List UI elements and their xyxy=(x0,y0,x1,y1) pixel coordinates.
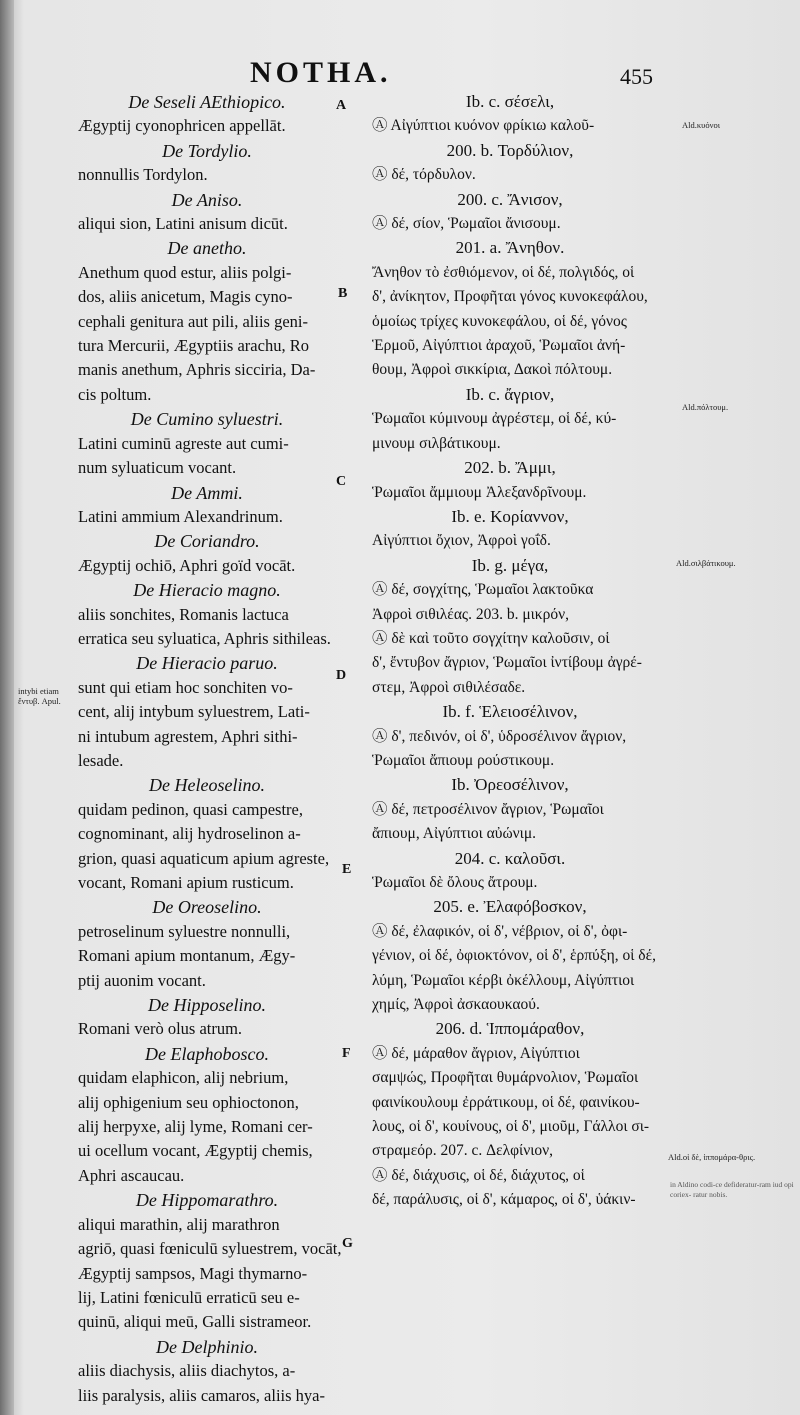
greek-text-line: δ', ἀνίκητον, Προφῆται γόνος κυνοκεφάλου, xyxy=(372,288,648,306)
greek-text-line: στραμεόρ. 207. c. Δελφίνιον, xyxy=(372,1142,554,1160)
greek-text-line: δ', ἔντυβον ἄγριον, Ῥωμαῖοι ἰντίβουμ ἀγρέ- xyxy=(372,654,642,672)
latin-text-line: ptij auonim vocant. xyxy=(78,970,206,990)
latin-text-line: aliqui sion, Latini anisum dicūt. xyxy=(78,214,288,234)
greek-text-line: Ⓐ Αἰγύπτιοι κυόνον φρίκιω καλοῦ- xyxy=(372,117,595,135)
greek-text-line: Ῥωμαῖοι δὲ ὄλους ἄτρουμ. xyxy=(372,874,538,891)
latin-text-line: sunt qui etiam hoc sonchiten vo- xyxy=(78,677,293,697)
latin-text-line: manis anethum, Aphris sicciria, Da- xyxy=(78,360,316,380)
latin-heading-line: De Cumino syluestri. xyxy=(130,409,284,430)
latin-text-line: lij, Latini fœniculū erraticū seu e- xyxy=(78,1287,300,1307)
latin-heading-line: De Ammi. xyxy=(171,482,243,503)
greek-text-line: Ῥωμαῖοι ἄπιουμ ρούστικουμ. xyxy=(372,751,555,769)
latin-heading-line: De Aniso. xyxy=(171,189,243,210)
latin-text-line: Ægyptij cyonophricen appellāt. xyxy=(78,116,286,136)
greek-text-line: Ῥωμαῖοι ἄμμιουμ Ἀλεξανδρῖνουμ. xyxy=(372,483,587,501)
latin-text-line: cephali genitura aut pili, aliis geni- xyxy=(78,311,309,331)
latin-text-line: agriō, quasi fœniculū syluestrem, vocāt, xyxy=(78,1239,342,1259)
greek-text-line: Ⓐ δὲ καὶ τοῦτο σογχίτην καλοῦσιν, οἱ xyxy=(372,629,610,647)
greek-ref-line: 200. b. Τορδύλιον, xyxy=(446,140,574,160)
greek-ref-line: Ib. c. σέσελι, xyxy=(465,92,555,111)
greek-text-line: Ἑρμοῦ, Αἰγύπτιοι ἀραχοῦ, Ῥωμαῖοι ἀνή- xyxy=(372,337,626,355)
latin-heading-line: De Seseli AEthiopico. xyxy=(128,92,286,112)
latin-text-line: Ægyptij ochiō, Aphri goïd vocāt. xyxy=(78,555,296,575)
latin-text-line: Aphri ascaucau. xyxy=(78,1165,185,1185)
greek-text-line: στεμ, Ἀφροὶ σιθιλέσαδε. xyxy=(372,678,526,696)
right-column-greek xyxy=(360,90,660,1213)
latin-heading-line: De Hieracio paruo. xyxy=(136,653,278,674)
greek-text-line: μινουμ σιλβάτικουμ. xyxy=(372,434,501,452)
latin-text-line: ui ocellum vocant, Ægyptij chemis, xyxy=(78,1141,313,1161)
greek-ref-line: Ib. Ὀρεοσέλινον, xyxy=(451,775,569,795)
greek-text-line: ἄπιουμ, Αἰγύπτιοι αὐώνιμ. xyxy=(372,825,537,843)
greek-text-line: Ⓐ δ', πεδινόν, οἱ δ', ὑδροσέλινον ἄγριον, xyxy=(372,727,627,745)
latin-text-line: Latini cuminū agreste aut cumi- xyxy=(78,433,289,453)
greek-ref-line: 202. b. Ἄμμι, xyxy=(464,458,556,478)
greek-text-line: θουμ, Ἀφροὶ σικκίρια, Δακοὶ πόλτουμ. xyxy=(372,361,613,379)
page-number: 455 xyxy=(620,64,653,89)
latin-text-line: aliis diachysis, aliis diachytos, a- xyxy=(78,1361,296,1381)
latin-text-line: tura Mercurii, Ægyptiis arachu, Ro xyxy=(78,336,309,356)
latin-heading-line: De Heleoselino. xyxy=(149,775,265,796)
section-marker-d: D xyxy=(336,668,347,683)
latin-text-line: vocant, Romani apium rusticum. xyxy=(78,873,294,892)
greek-text-line: Ἀφροὶ σιθιλέας. 203. b. μικρόν, xyxy=(372,605,569,623)
latin-heading-line: De Elaphobosco. xyxy=(145,1043,269,1064)
margin-note-small: in Aldino codi-ce defideratur-ram iud opi coriex- ratur nobis. xyxy=(670,1180,794,1199)
greek-text-line: φαινίκουλουμ ἐρράτικουμ, οἱ δέ, φαινίκου- xyxy=(372,1093,640,1111)
latin-text-line: cent, alij intybum syluestrem, Lati- xyxy=(78,702,310,722)
greek-text-line: Ⓐ δέ, σίον, Ῥωμαῖοι ἄνισουμ. xyxy=(372,215,561,233)
latin-text-line: quidam elaphicon, alij nebrium, xyxy=(78,1068,289,1088)
greek-ref-line: 206. d. Ἱππομάραθον, xyxy=(435,1019,585,1039)
section-marker-f: F xyxy=(342,1046,351,1061)
latin-text-line: cognominant, alij hydroselinon a- xyxy=(78,824,301,844)
greek-ref-line: Ib. e. Κορίαννον, xyxy=(451,506,569,526)
latin-text-line: Anethum quod estur, aliis polgi- xyxy=(78,262,292,282)
margin-note-ald-2: Ald.πόλτουμ. xyxy=(682,402,729,412)
latin-heading-line: De Delphinio. xyxy=(156,1336,258,1357)
greek-text-line: σαμψώς, Προφῆται θυμάρνολιον, Ῥωμαῖοι xyxy=(372,1069,639,1087)
section-marker-g: G xyxy=(342,1236,353,1251)
section-marker-c: C xyxy=(336,474,347,489)
greek-ref-line: Ib. g. μέγα, xyxy=(471,555,549,575)
latin-text-line: Ægyptij sampsos, Magi thymarno- xyxy=(78,1263,308,1283)
latin-text-line: Romani apium montanum, Ægy- xyxy=(78,946,296,966)
section-marker-a: A xyxy=(336,98,347,113)
latin-text-line: alij ophigenium seu ophioctonon, xyxy=(78,1092,299,1112)
greek-text-line: Ⓐ δέ, μάραθον ἄγριον, Αἰγύπτιοι xyxy=(372,1044,580,1062)
latin-text-line: ni intubum agrestem, Aphri sithi- xyxy=(78,726,298,746)
greek-text-line: Ⓐ δέ, ἐλαφικόν, οἱ δ', νέβριον, οἱ δ', ὀφι- xyxy=(372,922,628,940)
latin-heading-line: De Hipposelino. xyxy=(148,995,266,1016)
latin-heading-line: De Hieracio magno. xyxy=(133,580,281,601)
latin-heading-line: De Coriandro. xyxy=(154,531,260,552)
greek-text-line: Ⓐ δέ, πετροσέλινον ἄγριον, Ῥωμαῖοι xyxy=(372,800,604,818)
greek-text-line: Ῥωμαῖοι κύμινουμ ἀγρέστεμ, οἱ δέ, κύ- xyxy=(372,410,617,428)
latin-heading-line: De anetho. xyxy=(167,238,247,259)
greek-text-line: ὁμοίως τρίχες κυνοκεφάλου, οἱ δέ, γόνος xyxy=(372,312,627,330)
latin-text-line: dos, aliis anicetum, Magis cyno- xyxy=(78,287,293,307)
latin-heading-line: De Tordylio. xyxy=(162,140,252,161)
margin-note-left: intybi etiam ἔντυβ. Apul. xyxy=(18,686,61,706)
latin-heading-line: De Oreoselino. xyxy=(152,897,262,918)
latin-heading-line: De Hippomarathro. xyxy=(135,1190,279,1211)
latin-text-line: nonnullis Tordylon. xyxy=(78,165,208,185)
left-column-latin xyxy=(66,90,348,1408)
latin-text-line: lesade. xyxy=(78,750,124,770)
latin-text-line: aliis sonchites, Romanis lactuca xyxy=(78,604,289,624)
greek-text-line: γένιον, οἱ δέ, ὀφιοκτόνον, οἱ δ', ἑρπύξη, οἱ δέ, xyxy=(372,947,656,965)
greek-ref-line: 204. c. καλοῦσι. xyxy=(454,848,566,868)
latin-text-line: grion, quasi aquaticum apium agreste, xyxy=(78,848,330,868)
greek-text-line: Αἰγύπτιοι ὄχιον, Ἀφροὶ γοΐδ. xyxy=(372,532,551,550)
latin-text-line: cis poltum. xyxy=(78,384,152,404)
book-spine-shadow xyxy=(0,0,14,1415)
latin-text-line: aliqui marathin, alij marathron xyxy=(78,1214,280,1234)
latin-text-line: num syluaticum vocant. xyxy=(78,458,237,478)
margin-note-ald-4: Ald.οἱ δὲ, ἱππομάρα-θρις. xyxy=(668,1152,756,1162)
greek-ref-line: Ib. c. ἄγριον, xyxy=(465,384,555,404)
greek-text-line: λους, οἱ δ', κουίνους, οἱ δ', μιοῦμ, Γάλλοι σι- xyxy=(372,1118,650,1136)
latin-text-line: erratica seu syluatica, Aphris sithileas. xyxy=(78,628,331,648)
greek-ref-line: 201. a. Ἄνηθον. xyxy=(455,238,565,258)
latin-text-line: Romani verò olus atrum. xyxy=(78,1019,243,1039)
greek-ref-line: 205. e. Ἐλαφόβοσκον, xyxy=(433,897,587,917)
latin-text-line: Latini ammium Alexandrinum. xyxy=(78,506,283,526)
section-marker-b: B xyxy=(338,286,348,301)
latin-text-line: quidam pedinon, quasi campestre, xyxy=(78,799,303,819)
section-marker-e: E xyxy=(342,862,352,877)
greek-text-line: χημίς, Ἀφροὶ ἀσκαουκαού. xyxy=(372,996,540,1014)
running-header: NOTHA. xyxy=(250,56,392,89)
latin-text-line: liis paralysis, aliis camaros, aliis hya- xyxy=(78,1385,325,1405)
greek-text-line: δέ, παράλυσις, οἱ δ', κάμαρος, οἱ δ', ὑάκιν- xyxy=(372,1191,636,1209)
latin-text-line: petroselinum syluestre nonnulli, xyxy=(78,921,291,941)
greek-ref-line: Ib. f. Ἑλειοσέλινον, xyxy=(442,702,578,722)
margin-note-ald-1: Ald.κυόνοι xyxy=(682,120,720,130)
greek-text-line: Ⓐ δέ, διάχυσις, οἱ δέ, διάχυτος, οἱ xyxy=(372,1166,585,1184)
latin-text-line: quinū, aliqui meū, Galli sistrameor. xyxy=(78,1312,312,1332)
greek-text-line: Ἄνηθον τὸ ἐσθιόμενον, οἱ δέ, πολγιδός, οἱ xyxy=(372,263,635,281)
latin-text-line: alij herpyxe, alij lyme, Romani cer- xyxy=(78,1117,313,1137)
greek-ref-line: 200. c. Ἄνισον, xyxy=(457,189,563,209)
margin-note-ald-3: Ald.σιλβάτικουμ. xyxy=(676,558,736,568)
greek-text-line: Ⓐ δέ, σογχίτης, Ῥωμαῖοι λακτοῦκα xyxy=(372,581,594,599)
greek-text-line: Ⓐ δέ, τόρδυλον. xyxy=(372,166,476,184)
greek-text-line: λύμη, Ῥωμαῖοι κέρβι ὀκέλλουμ, Αἰγύπτιοι xyxy=(372,971,635,989)
